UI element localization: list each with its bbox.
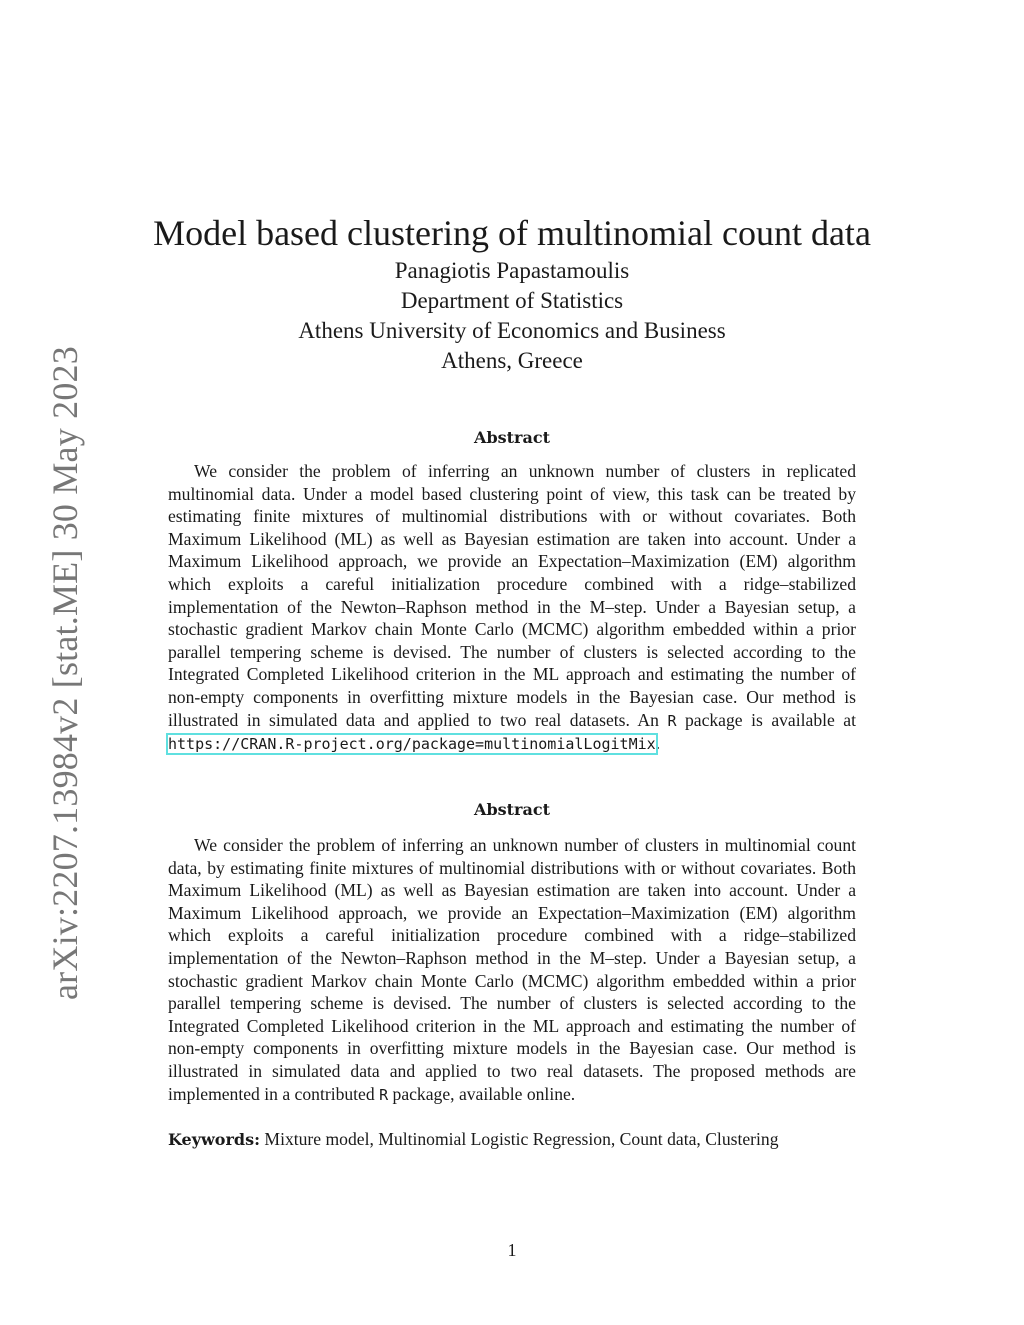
abstract-text-continued: package is available at: [684, 709, 856, 730]
keywords-line: [168, 1128, 856, 1151]
author-name: Panagiotis Papastamoulis: [394, 258, 630, 283]
r-language-name-second: R: [379, 1085, 389, 1104]
r-language-name: R: [667, 711, 677, 730]
cran-package-link[interactable]: https://CRAN.R-project.org/package=multinomialLogitMix: [168, 735, 656, 754]
arxiv-identifier-stamp: arXiv:2207.13984v2 [stat.ME] 30 May 2023: [45, 346, 85, 1000]
keywords-label: Keywords:: [168, 1130, 261, 1149]
abstract-paragraph: [168, 460, 856, 756]
abstract-paragraph-second: [168, 834, 856, 1106]
page-number: 1: [507, 1240, 517, 1260]
author-department: Department of Statistics: [400, 288, 624, 313]
author-university: Athens University of Economics and Business: [298, 318, 726, 343]
keywords-text: Mixture model, Multinomial Logistic Regression, Count data, Clustering: [264, 1129, 779, 1149]
abstract-text: We consider the problem of inferring an unknown number of clusters in replicated multinomial data. Under a model based clustering point of view, this task can be treated by estimating finite mixtures of multinomial distributions with or without covariates. Both Maximum Likelihood (ML) as well as Bayesian estimation are taken into account. Under a Maximum Likelihood approach, we provide an Expectation–Maximization (EM) algorithm which exploits a careful initialization procedure combined with a ridge–stabilized implementation of the Newton–Raphson method in the M–step. Under a Bayesian setup, a stochastic gradient Markov chain Monte Carlo (MCMC) algorithm embedded within a prior parallel tempering scheme is devised. The number of clusters is selected according to the Integrated Completed Likelihood criterion in the ML approach and estimating the number of non-empty components in overfitting mixture models in the Bayesian case. Our method is illustrated in simulated data and applied to two real datasets. An: [168, 461, 856, 730]
abstract-text-second-continued: package, available online.: [392, 1083, 576, 1104]
abstract-text-second: We consider the problem of inferring an unknown number of clusters in multinomial count data, by estimating finite mixtures of multinomial distributions with or without covariates. Both Maximum Likelihood (ML) as well as Bayesian estimation are taken into account. Under a Maximum Likelihood approach, we provide an Expectation–Maximization (EM) algorithm which exploits a careful initialization procedure combined with a ridge–stabilized implementation of the Newton–Raphson method in the M–step. Under a Bayesian setup, a stochastic gradient Markov chain Monte Carlo (MCMC) algorithm embedded within a prior parallel tempering scheme is devised. The number of clusters is selected according to the Integrated Completed Likelihood criterion in the ML approach and estimating the number of non-empty components in overfitting mixture models in the Bayesian case. Our method is illustrated in simulated data and applied to two real datasets. The proposed methods are implemented in a contributed: [168, 835, 856, 1104]
sentence-end: .: [655, 733, 661, 754]
author-block: [0, 256, 1024, 376]
paper-title: Model based clustering of multinomial count data: [153, 213, 871, 254]
abstract-heading-second: Abstract: [474, 800, 550, 819]
author-location: Athens, Greece: [441, 348, 583, 373]
abstract-heading: Abstract: [474, 428, 550, 447]
